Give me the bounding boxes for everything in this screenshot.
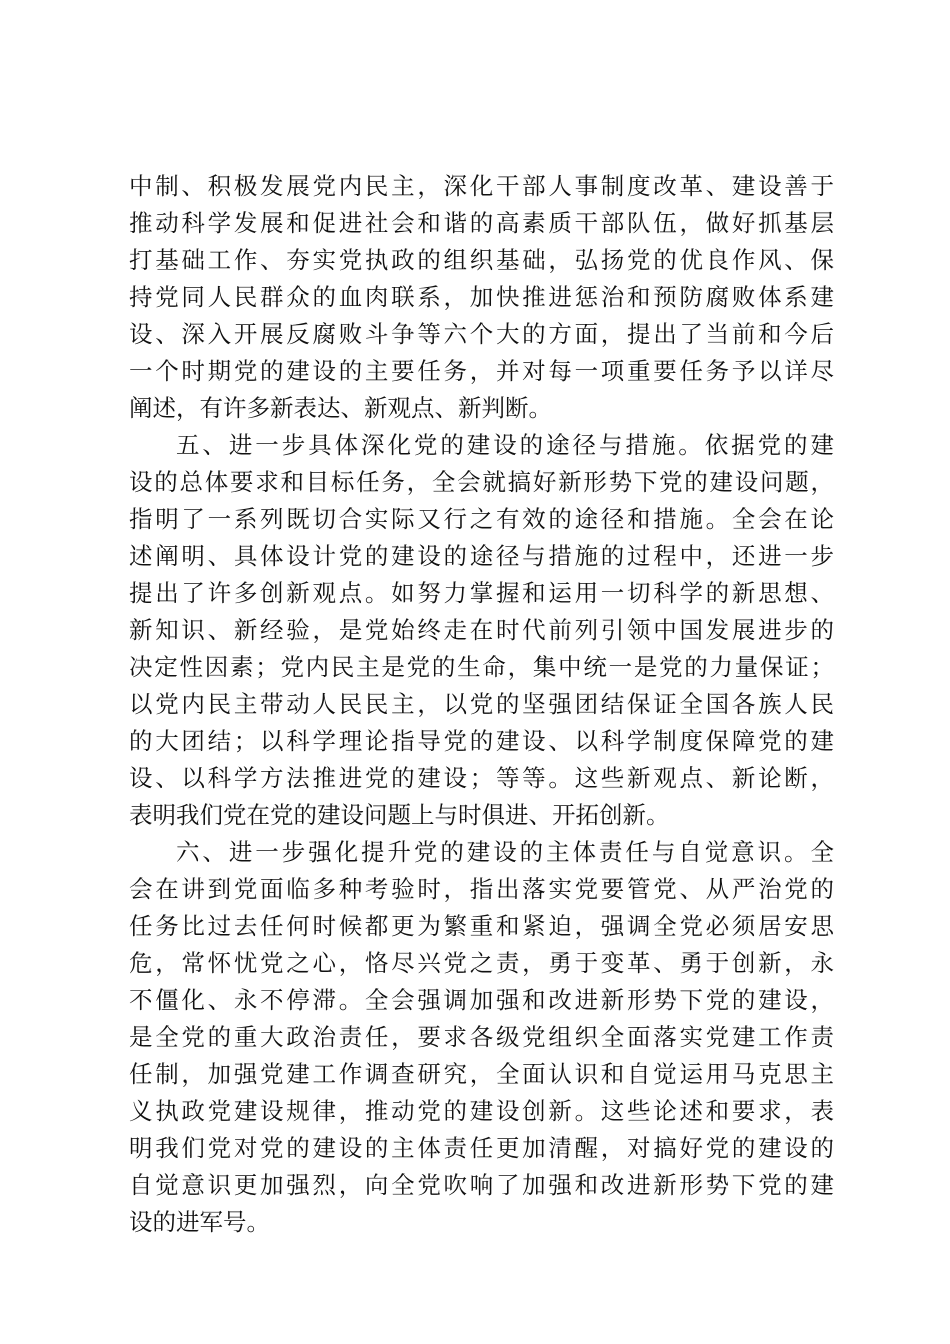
text-line: 以党内民主带动人民民主，以党的坚强团结保证全国各族人民 [129, 690, 834, 718]
text-line: 会在讲到党面临多种考验时，指出落实党要管党、从严治党的 [129, 875, 834, 903]
text-line: 义执政党建设规律，推动党的建设创新。这些论述和要求，表 [129, 1097, 834, 1125]
text-line: 明我们党对党的建设的主体责任更加清醒，对搞好党的建设的 [129, 1134, 834, 1162]
text-line: 危，常怀忧党之心，恪尽兴党之责，勇于变革、勇于创新，永 [129, 949, 834, 977]
text-line: 中制、积极发展党内民主，深化干部人事制度改革、建设善于 [129, 172, 834, 200]
text-line: 提出了许多创新观点。如努力掌握和运用一切科学的新思想、 [129, 579, 834, 607]
text-line: 持党同人民群众的血肉联系，加快推进惩治和预防腐败体系建 [129, 283, 834, 311]
text-line: 设、深入开展反腐败斗争等六个大的方面，提出了当前和今后 [129, 320, 834, 348]
text-line: 设的进军号。 [129, 1208, 270, 1236]
text-line: 任务比过去任何时候都更为繁重和紧迫，强调全党必须居安思 [129, 912, 834, 940]
text-line: 任制，加强党建工作调查研究，全面认识和自觉运用马克思主 [129, 1060, 834, 1088]
text-line: 的大团结；以科学理论指导党的建设、以科学制度保障党的建 [129, 727, 834, 755]
text-line: 设、以科学方法推进党的建设；等等。这些新观点、新论断， [129, 764, 834, 792]
text-line: 是全党的重大政治责任，要求各级党组织全面落实党建工作责 [129, 1023, 834, 1051]
paragraph-five-start: 五、进一步具体深化党的建设的途径与措施。依据党的建 [176, 431, 834, 459]
text-line: 推动科学发展和促进社会和谐的高素质干部队伍，做好抓基层 [129, 209, 834, 237]
text-line: 述阐明、具体设计党的建设的途径与措施的过程中，还进一步 [129, 542, 834, 570]
text-line: 一个时期党的建设的主要任务，并对每一项重要任务予以详尽 [129, 357, 834, 385]
text-line: 新知识、新经验，是党始终走在时代前列引领中国发展进步的 [129, 616, 834, 644]
text-line: 表明我们党在党的建设问题上与时俱进、开拓创新。 [129, 801, 670, 829]
paragraph-six-start: 六、进一步强化提升党的建设的主体责任与自觉意识。全 [176, 838, 834, 866]
text-line: 设的总体要求和目标任务，全会就搞好新形势下党的建设问题， [129, 468, 834, 496]
text-line: 决定性因素；党内民主是党的生命，集中统一是党的力量保证； [129, 653, 834, 681]
text-line: 打基础工作、夯实党执政的组织基础，弘扬党的优良作风、保 [129, 246, 834, 274]
text-line: 不僵化、永不停滞。全会强调加强和改进新形势下党的建设， [129, 986, 834, 1014]
text-line: 阐述，有许多新表达、新观点、新判断。 [129, 394, 552, 422]
text-line: 自觉意识更加强烈，向全党吹响了加强和改进新形势下党的建 [129, 1171, 834, 1199]
body-text [129, 168, 834, 1241]
text-line: 指明了一系列既切合实际又行之有效的途径和措施。全会在论 [129, 505, 834, 533]
